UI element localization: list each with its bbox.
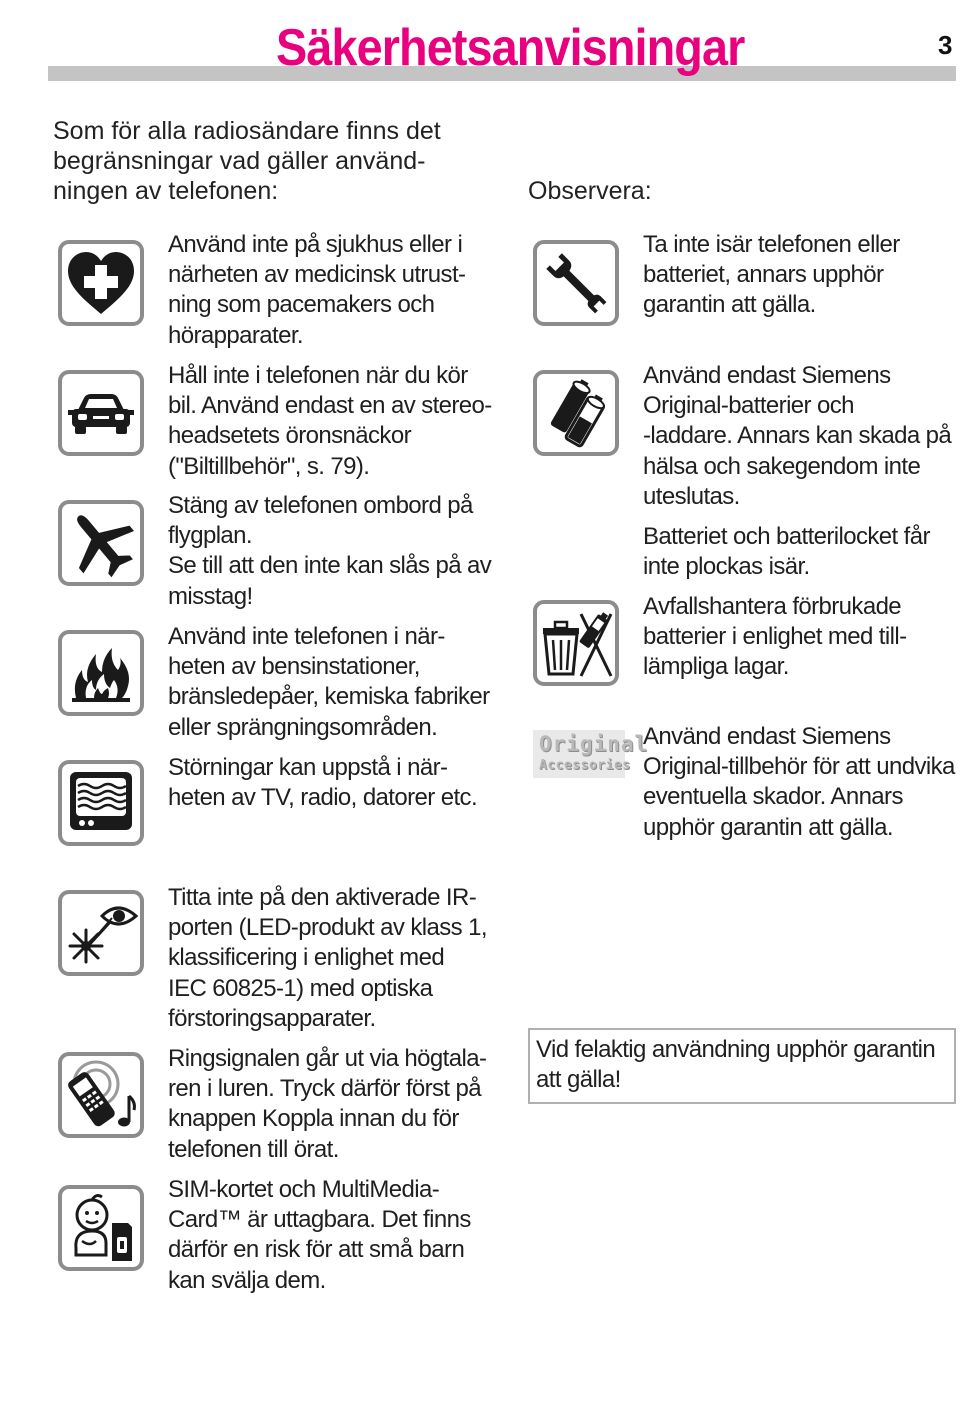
battery-disposal-icon xyxy=(533,600,619,686)
left-item-ringtone: Ringsignalen går ut via högtala- ren i luren. Tryck därför först på knappen Koppla innan du för telefonen till örat. xyxy=(168,1045,487,1163)
left-item-airplane: Stäng av telefonen ombord på flygplan. Se till att den inte kan slås på av misstag! xyxy=(168,492,492,610)
page-number: 3 xyxy=(938,30,953,60)
medical-heart-icon xyxy=(58,240,144,326)
car-icon xyxy=(58,370,144,456)
right-item-wrench: Ta inte isär telefonen eller batteriet, annars upphör garantin att gälla. xyxy=(643,231,900,319)
logo-word-original: Original xyxy=(539,732,649,756)
tv-interference-icon xyxy=(58,760,144,846)
right-item-disposal: Avfallshantera förbrukade batterier i enlighet med till- lämpliga lagar. xyxy=(643,593,907,681)
original-accessories-logo xyxy=(533,730,649,778)
left-item-fire: Använd inte telefonen i när- heten av bensinstationer, bränsledepåer, kemiska fabriker eller sprängningsområden. xyxy=(168,623,490,741)
intro-paragraph: Som för alla radiosändare finns det begränsningar vad gäller använd- ningen av telefonen: xyxy=(53,117,441,205)
left-item-sim: SIM-kortet och MultiMedia- Card™ är uttagbara. Det finns därför en risk för att små barn kan svälja dem. xyxy=(168,1176,471,1294)
observe-heading: Observera: xyxy=(528,177,652,205)
fire-icon xyxy=(58,630,144,716)
phone-ringtone-icon xyxy=(58,1052,144,1138)
wrench-icon xyxy=(533,240,619,326)
left-item-car: Håll inte i telefonen när du kör bil. Använd endast en av stereo- headsetets öronsnäckor ("Biltillbehör", s. 79). xyxy=(168,362,492,480)
batteries-icon xyxy=(533,370,619,456)
left-item-medical: Använd inte på sjukhus eller i närheten av medicinsk utrust- ning som pacemakers och hörapparater. xyxy=(168,231,466,349)
right-item-accessories: Använd endast Siemens Original-tillbehör för att undvika eventuella skador. Annars upphör garantin att gälla. xyxy=(643,723,955,841)
airplane-icon xyxy=(58,500,144,586)
laser-eye-icon xyxy=(58,890,144,976)
left-item-tv: Störningar kan uppstå i när- heten av TV, radio, datorer etc. xyxy=(168,754,478,812)
logo-word-accessories: Accessories xyxy=(539,758,631,773)
page-title: Säkerhetsanvisningar xyxy=(276,19,745,77)
left-item-laser: Titta inte på den aktiverade IR- porten (LED-produkt av klass 1, klassificering i enlighet med IEC 60825-1) med optiska förstoringsapparater. xyxy=(168,884,487,1032)
child-sim-card-icon xyxy=(58,1185,144,1271)
right-item-batteries: Använd endast Siemens Original-batterier och -laddare. Annars kan skada på hälsa och sakegendom inte uteslutas. xyxy=(643,362,952,510)
warranty-note: Vid felaktig användning upphör garantin att gälla! xyxy=(528,1028,956,1104)
right-item-battery-cover: Batteriet och batterilocket får inte plockas isär. xyxy=(643,523,930,581)
